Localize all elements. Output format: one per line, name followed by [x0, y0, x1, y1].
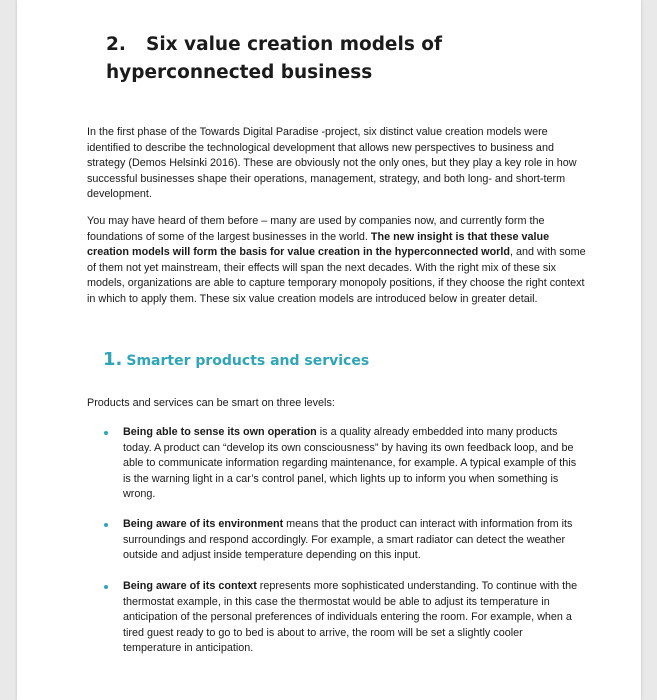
heading-text-1: Six value creation models of	[146, 34, 443, 55]
paragraph-insight-bold: The new insight is that these value creation models will form the basis for value creation in the hyperconnected world	[87, 230, 550, 259]
bullet-bold: Being aware of its context	[123, 580, 257, 592]
paragraph-intro: In the first phase of the Towards Digital Paradise -project, six distinct value creation models were identified to describe the technological development that allows new perspectives to business and strategy (Demos Helsinki 2016). These are obviously not the only ones, but they play a key role in how successful businesses shape their operations, management, strategy, and both long- and short-term development.	[87, 126, 577, 201]
bullet-text: is a quality already embedded into many products today. A product can “develop its own consciousness” by having its own feedback loop, and be able to communicate information regarding maintenance, for example. A typical example of this is the warning light in a car’s control panel, which lights up to inform you when something is wrong.	[123, 426, 577, 501]
list-item	[123, 579, 583, 657]
bullet-dot-icon	[104, 523, 108, 527]
heading-line-1	[106, 31, 586, 59]
document-page	[17, 0, 641, 700]
section-intro: Products and services can be smart on three levels:	[87, 397, 335, 409]
bullet-dot-icon	[104, 431, 108, 435]
paragraph-insight-after: , and with some of them not yet mainstream, their effects will span the next decades. With the right mix of these six models, organizations are able to capture temporary monopoly positions, if they choose the right context in which to apply them. These six value creation models are introduced below in greater detail.	[87, 246, 586, 305]
bullet-bold: Being aware of its environment	[123, 518, 284, 530]
bullet-bold: Being able to sense its own operation	[123, 426, 317, 438]
bullet-text: means that the product can interact with information from its surroundings and respond accordingly. For example, a smart radiator can detect the weather outside and adjust inside temperature depending on this input.	[123, 518, 573, 562]
paragraph-insight-before: You may have heard of them before – many are used by companies now, and currently form the foundations of some of the largest businesses in the world.	[87, 215, 545, 243]
section-title: Smarter products and services	[126, 353, 370, 369]
bullet-dot-icon	[104, 585, 108, 589]
list-item	[123, 517, 583, 564]
section-heading	[103, 349, 369, 372]
list-item	[123, 425, 583, 503]
chapter-heading	[106, 31, 586, 87]
bullet-text: represents more sophisticated understanding. To continue with the thermostat example, in this case the thermostat would be able to adjust its temperature in anticipation of the personal preferences of individuals entering the room. For example, when a tired guest ready to go to bed is about to arrive, the room will be set a slightly cooler temperature in anticipation.	[123, 580, 578, 655]
heading-text-2: hyperconnected business	[106, 62, 373, 83]
chapter-number: 2.	[106, 34, 126, 55]
section-number: 1.	[103, 349, 123, 370]
paragraph-insight	[87, 214, 587, 308]
